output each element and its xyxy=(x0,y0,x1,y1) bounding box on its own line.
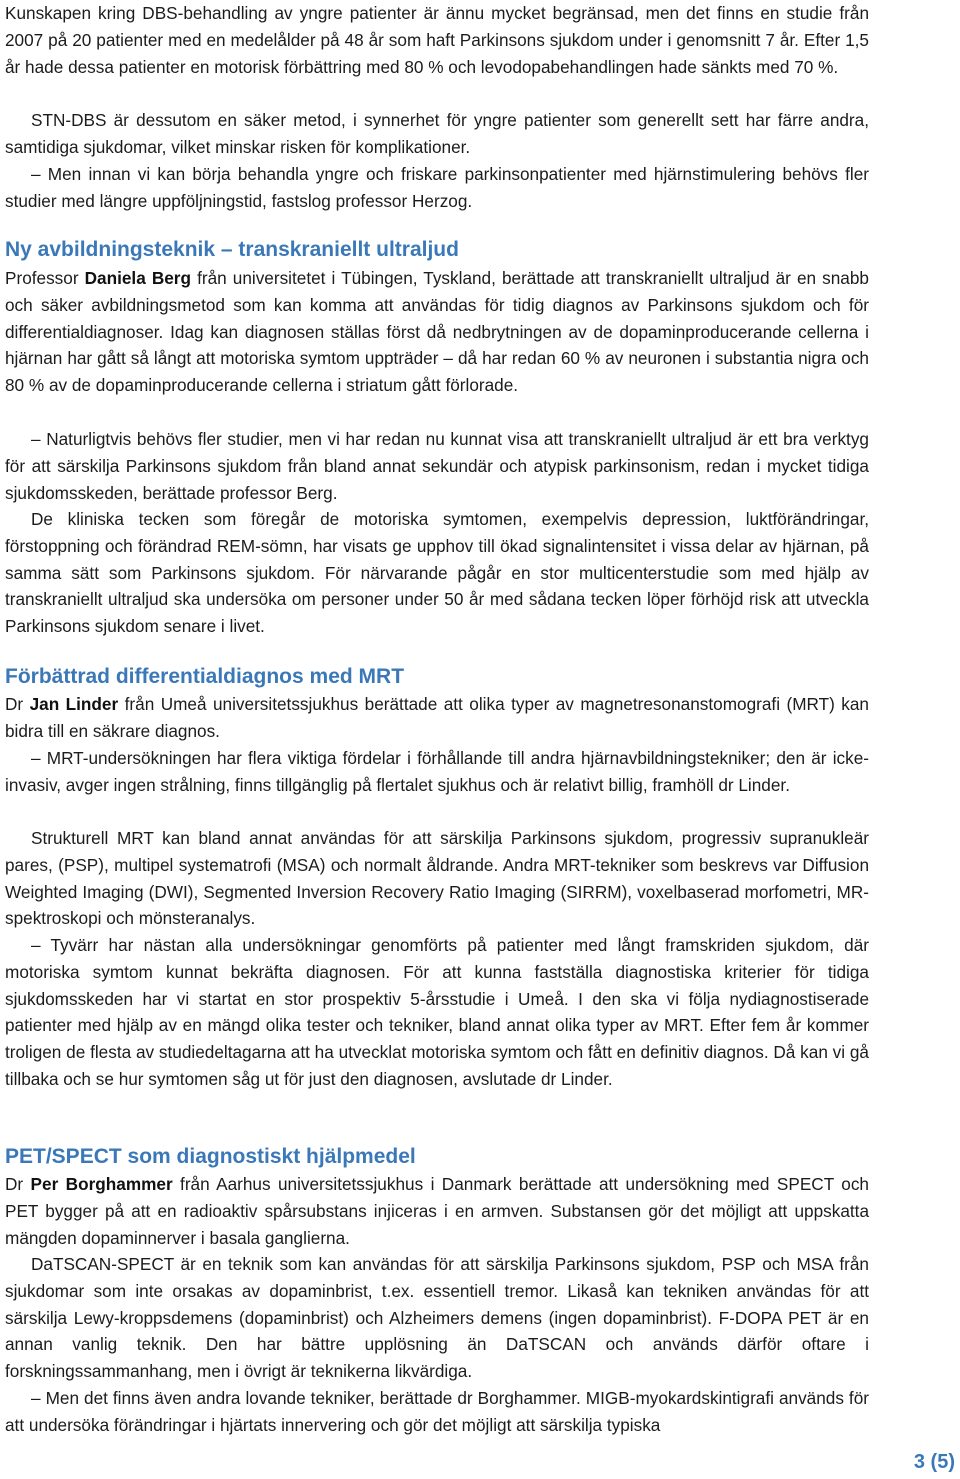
intro-paragraph-3: – Men innan vi kan börja behandla yngre och friskare parkinsonpatienter med hjärnstimulering behövs fler studier med längre uppföljningstid, fastslog professor Herzog. xyxy=(5,164,869,211)
mrt-paragraph-2: – MRT-undersökningen har flera viktiga fördelar i förhållande till andra hjärnavbildningstekniker; den är icke-invasiv, avger ingen strålning, finns tillgänglig på flertalet sjukhus och är relativt billig, framhöll dr Linder. xyxy=(5,748,869,795)
intro-paragraph-1: Kunskapen kring DBS-behandling av yngre patienter är ännu mycket begränsad, men det finns en studie från 2007 på 20 patienter med en medelålder på 48 år som haft Parkinsons sjukdom under i genomsnitt 7 år. Efter 1,5 år hade dessa patienter en motorisk förbättring med 80 % och levodopabehandlingen hade sänkts med 70 %. xyxy=(5,3,869,77)
pet-paragraph-1: Dr Per Borghammer från Aarhus universitetssjukhus i Danmark berättade att undersökning med SPECT och PET bygger på att en radioaktiv spårsubstans injiceras i en armven. Substansen gör det möjligt att uppskatta mängden dopaminnerver i basala ganglierna. xyxy=(5,1174,869,1248)
page-number: 3 (5) xyxy=(913,1451,955,1473)
person-name-linder: Jan Linder xyxy=(29,694,119,714)
mrt-paragraph-3: Strukturell MRT kan bland annat användas för att särskilja Parkinsons sjukdom, progressiv supranukleär pares, (PSP), multipel systematrofi (MSA) och normalt åldrande. Andra MRT-tekniker som beskrevs var Diffusion Weighted Imaging (DWI), Segmented Inversion Recovery Ratio Imaging (SIRRM), voxelbaserad morfometri, MR-spektroskopi och mönsteranalys. xyxy=(5,828,869,929)
section-heading-mrt: Förbättrad differentialdiagnos med MRT xyxy=(5,665,405,688)
pet-paragraph-2: DaTSCAN-SPECT är en teknik som kan användas för att särskilja Parkinsons sjukdom, PSP och MSA från sjukdomar som inte orsakas av dopaminbrist, t.ex. essentiell tremor. Likaså kan tekniken användas för att särskilja Lewy-kroppsdemens (dopaminbrist) och Alzheimers demens (ingen dopaminbrist). F-DOPA PET är en annan vanlig teknik. Den har bättre upplösning än DaTSCAN och används därför oftare i forskningssammanhang, men i övrigt är teknikerna likvärdiga. xyxy=(5,1254,869,1382)
person-name-borghammer: Per Borghammer xyxy=(30,1174,173,1194)
mrt-paragraph-4: – Tyvärr har nästan alla undersökningar genomförts på patienter med långt framskriden sjukdom, där motoriska symtom kunnat bekräfta diagnosen. För att kunna fastställa diagnostiska kriterier för tidiga sjukdomsskeden har vi startat en stor prospektiv 5-årsstudie i Umeå. I den ska vi följa nydiagnostiserade patienter med hjälp av en mängd olika tester och tekniker, bland annat olika typer av MRT. Efter fem år kommer troligen de flesta av studiedeltagarna att ha utvecklat motoriska symtom och fått en definitiv diagnos. Då kan vi gå tillbaka och se hur symtomen såg ut för just den diagnosen, avslutade dr Linder. xyxy=(5,935,869,1089)
mrt-paragraph-1: Dr Jan Linder från Umeå universitetssjukhus berättade att olika typer av magnetresonanstomografi (MRT) kan bidra till en säkrare diagnos. xyxy=(5,694,869,741)
section-heading-ultrasound: Ny avbildningsteknik – transkraniellt ultraljud xyxy=(5,238,459,261)
pet-paragraph-3: – Men det finns även andra lovande tekniker, berättade dr Borghammer. MIGB-myokardskintigrafi används för att undersöka förändringar i hjärtats innervering och gör det möjligt att särskilja typiska xyxy=(5,1388,869,1435)
section-heading-pet: PET/SPECT som diagnostiskt hjälpmedel xyxy=(5,1145,416,1168)
ultrasound-paragraph-1: Professor Daniela Berg från universitetet i Tübingen, Tyskland, berättade att transkraniellt ultraljud är en snabb och säker avbildningsmetod som kan komma att användas för tidig diagnos av Parkinsons sjukdom och för differentialdiagnoser. Idag kan diagnosen ställas först då nedbrytningen av de dopaminproducerande cellerna i hjärnan har gått så långt att motoriska symtom uppträder – då har redan 60 % av neuronen i substantia nigra och 80 % av de dopaminproducerande cellerna i striatum gått förlorade. xyxy=(5,268,869,396)
person-name-berg: Daniela Berg xyxy=(84,268,191,288)
intro-paragraph-2: STN-DBS är dessutom en säker metod, i synnerhet för yngre patienter som generellt sett har färre andra, samtidiga sjukdomar, vilket minskar risken för komplikationer. xyxy=(5,110,869,157)
ultrasound-paragraph-3: De kliniska tecken som föregår de motoriska symtomen, exempelvis depression, luktförändringar, förstoppning och förändrad REM-sömn, har visats ge upphov till ökad signalintensitet i vissa delar av hjärnan, på samma sätt som Parkinsons sjukdom. För närvarande pågår en stor multicenterstudie som med hjälp av transkraniellt ultraljud ska undersöka om personer under 50 år med sådana tecken löper förhöjd risk att utveckla Parkinsons sjukdom senare i livet. xyxy=(5,509,869,637)
ultrasound-paragraph-2: – Naturligtvis behövs fler studier, men vi har redan nu kunnat visa att transkraniellt ultraljud är ett bra verktyg för att särskilja Parkinsons sjukdom från bland annat sekundär och atypisk parkinsonism, redan i mycket tidiga sjukdomsskeden, berättade professor Berg. xyxy=(5,429,869,503)
